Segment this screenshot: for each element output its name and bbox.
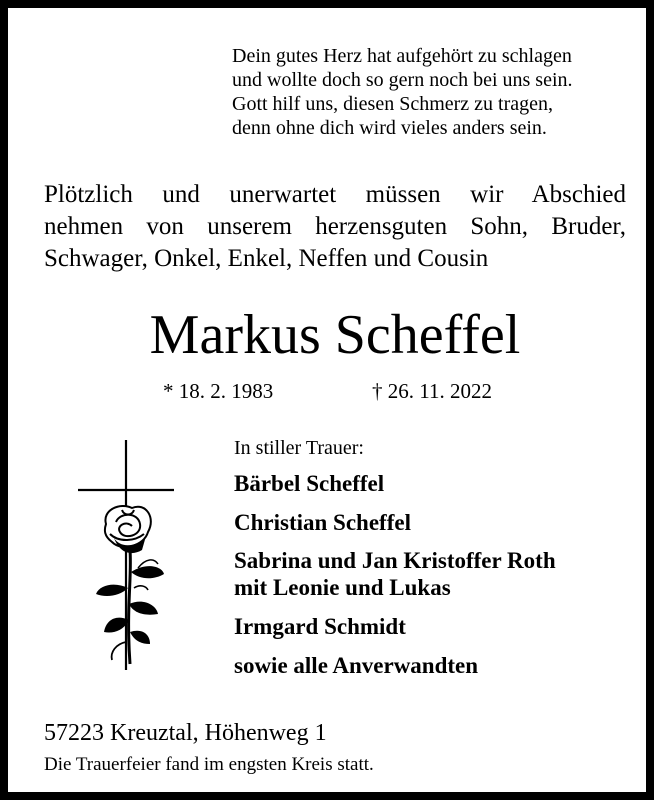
deceased-name: Markus Scheffel [149,304,521,366]
birth-date: * 18. 2. 1983 [163,379,274,403]
intro-text [44,179,626,275]
intro-line: Plötzlich und unerwartet müssen wir Abschied [44,181,626,208]
mourners-list [234,470,634,679]
mourner-name: Christian Scheffel [234,510,411,535]
mourner-name: sowie alle Anverwandten [234,653,479,678]
intro-line: nehmen von unserem herzensguten Sohn, Bruder, [44,213,626,240]
address: 57223 Kreuztal, Höhenweg 1 [44,720,327,746]
poem-line: Gott hilf uns, diesen Schmerz zu tragen, [232,93,554,115]
mourner-name: Sabrina und Jan Kristoffer Roth [234,548,556,573]
mourner-name: Irmgard Schmidt [234,614,406,639]
intro-line: Schwager, Onkel, Enkel, Neffen und Cousin [44,245,489,272]
funeral-note: Die Trauerfeier fand im engsten Kreis statt. [44,754,374,775]
poem-line: denn ohne dich wird vieles anders sein. [232,117,547,139]
mourner-name: Bärbel Scheffel [234,471,385,496]
death-date: † 26. 11. 2022 [372,379,492,403]
mourner-name: mit Leonie und Lukas [234,575,451,600]
poem-line: und wollte doch so gern noch bei uns sein. [232,69,573,91]
poem-line: Dein gutes Herz hat aufgehört zu schlagen [232,45,572,67]
poem [232,44,642,140]
cross-with-rose-icon [76,438,182,678]
mourning-label: In stiller Trauer: [234,437,364,459]
